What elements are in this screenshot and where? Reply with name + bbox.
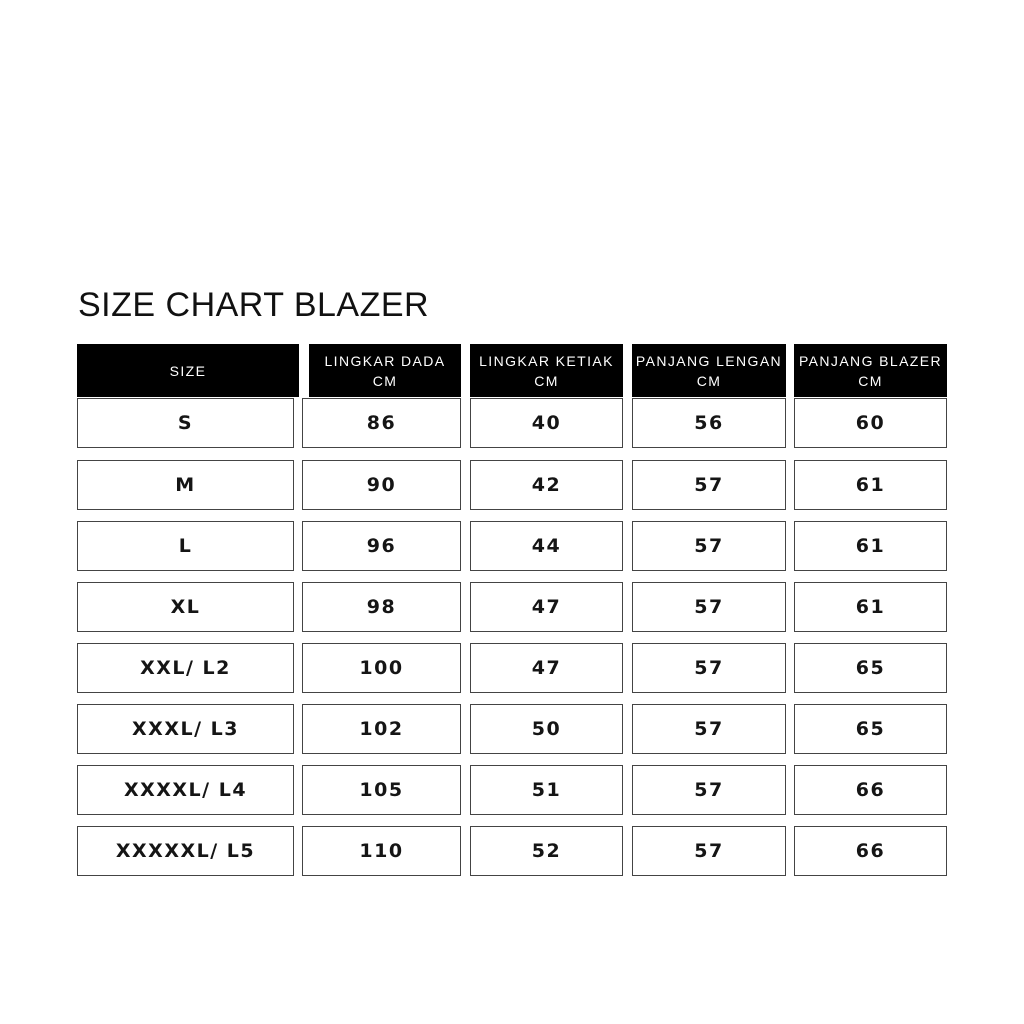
header-label: LINGKAR DADA [324, 352, 446, 369]
panjang-blazer-cell: 65 [794, 643, 947, 693]
panjang-lengan-cell: 57 [632, 704, 786, 754]
lingkar-ketiak-cell: 44 [470, 521, 623, 571]
size-cell: XL [77, 582, 294, 632]
header-panjang-lengan [632, 344, 786, 397]
size-cell: L [77, 521, 294, 571]
panjang-lengan-cell: 57 [632, 643, 786, 693]
size-cell: XXXXXL/ L5 [77, 826, 294, 876]
lingkar-dada-cell: 102 [302, 704, 461, 754]
lingkar-ketiak-cell: 42 [470, 460, 623, 510]
panjang-blazer-cell: 66 [794, 826, 947, 876]
lingkar-ketiak-cell: 50 [470, 704, 623, 754]
panjang-blazer-cell: 66 [794, 765, 947, 815]
size-cell: XXXL/ L3 [77, 704, 294, 754]
header-unit: CM [372, 372, 398, 389]
lingkar-ketiak-cell: 51 [470, 765, 623, 815]
panjang-blazer-cell: 61 [794, 521, 947, 571]
panjang-blazer-cell: 65 [794, 704, 947, 754]
lingkar-ketiak-cell: 47 [470, 582, 623, 632]
lingkar-ketiak-cell: 47 [470, 643, 623, 693]
lingkar-dada-cell: 105 [302, 765, 461, 815]
lingkar-ketiak-cell: 52 [470, 826, 623, 876]
header-unit: CM [858, 372, 883, 389]
header-label: PANJANG BLAZER [798, 352, 943, 369]
size-cell: XXL/ L2 [77, 643, 294, 693]
lingkar-dada-cell: 96 [302, 521, 461, 571]
header-panjang-blazer [794, 344, 947, 397]
panjang-lengan-cell: 57 [632, 765, 786, 815]
lingkar-ketiak-cell: 40 [470, 398, 623, 448]
panjang-blazer-cell: 61 [794, 460, 947, 510]
panjang-lengan-cell: 57 [632, 460, 786, 510]
page-title: SIZE CHART BLAZER [78, 286, 430, 324]
size-cell: XXXXL/ L4 [77, 765, 294, 815]
lingkar-dada-cell: 90 [302, 460, 461, 510]
header-size [77, 344, 299, 397]
header-lingkar-dada [309, 344, 461, 397]
size-cell: M [77, 460, 294, 510]
panjang-lengan-cell: 56 [632, 398, 786, 448]
header-label: SIZE [169, 362, 207, 379]
panjang-blazer-cell: 60 [794, 398, 947, 448]
lingkar-dada-cell: 100 [302, 643, 461, 693]
panjang-lengan-cell: 57 [632, 826, 786, 876]
header-unit: CM [534, 372, 559, 389]
lingkar-dada-cell: 110 [302, 826, 461, 876]
header-label: PANJANG LENGAN [635, 352, 783, 369]
panjang-blazer-cell: 61 [794, 582, 947, 632]
lingkar-dada-cell: 98 [302, 582, 461, 632]
header-label: LINGKAR KETIAK [479, 352, 614, 369]
header-unit: CM [696, 372, 722, 389]
header-lingkar-ketiak [470, 344, 623, 397]
size-cell: S [77, 398, 294, 448]
lingkar-dada-cell: 86 [302, 398, 461, 448]
panjang-lengan-cell: 57 [632, 521, 786, 571]
panjang-lengan-cell: 57 [632, 582, 786, 632]
